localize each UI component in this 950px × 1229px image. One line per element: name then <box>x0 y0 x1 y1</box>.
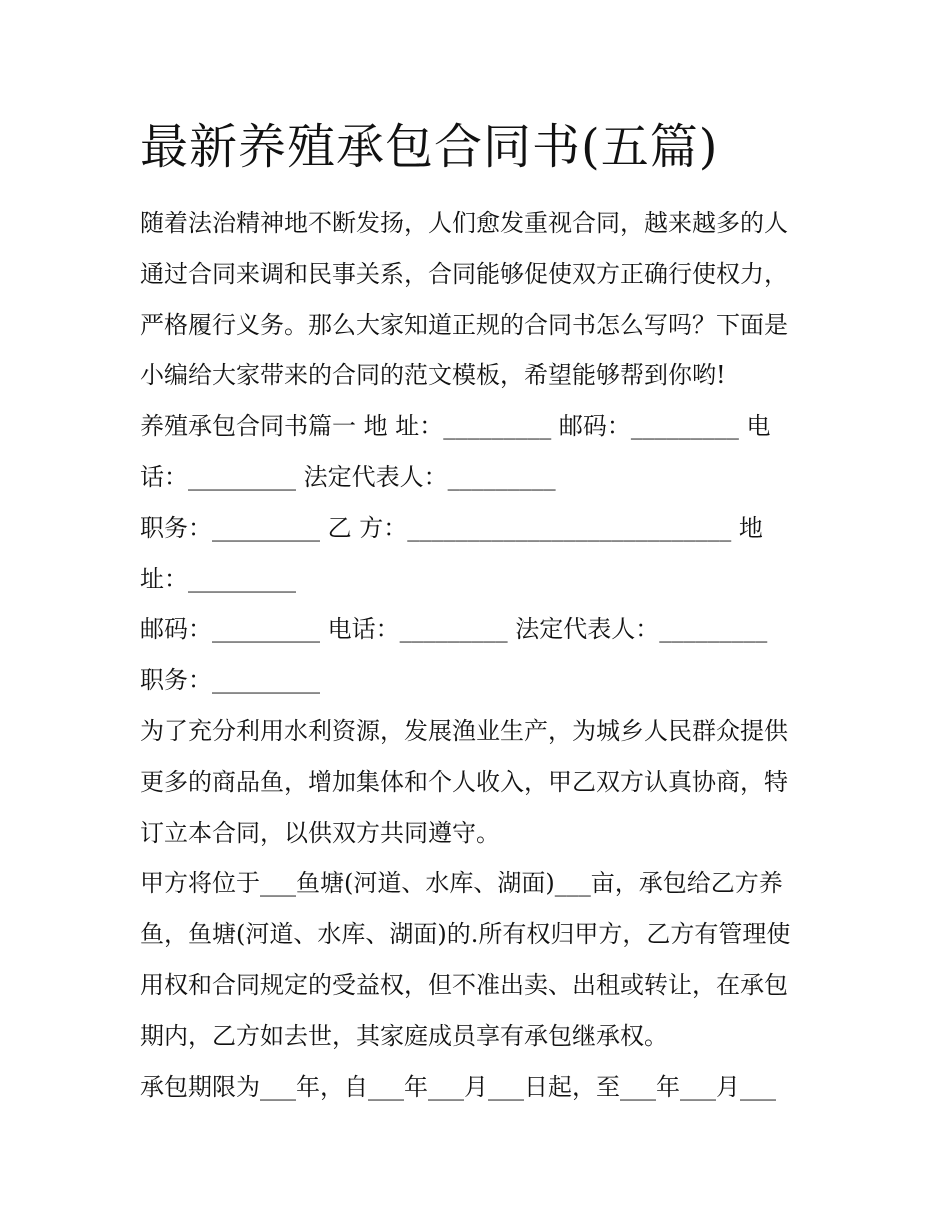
body-line: 小编给大家带来的合同的范文模板，希望能够帮到你哟! <box>140 361 726 390</box>
body-line: 养殖承包合同书篇一 地 址：_________ 邮码：_________ 电 <box>140 412 771 441</box>
body-line: 甲方将位于___鱼塘(河道、水库、湖面)___亩，承包给乙方养 <box>140 869 783 898</box>
body-line: 承包期限为___年，自___年___月___日起，至___年___月___ <box>140 1072 776 1101</box>
body-line: 职务：_________ <box>140 666 320 695</box>
body-line: 邮码：_________ 电话：_________ 法定代表人：_________ <box>140 615 768 644</box>
body-line: 订立本合同，以供双方共同遵守。 <box>140 818 500 847</box>
body-line: 用权和合同规定的受益权，但不准出卖、出租或转让，在承包 <box>140 970 788 999</box>
body-line: 话：_________ 法定代表人：_________ <box>140 462 556 491</box>
body-line: 鱼，鱼塘(河道、水库、湖面)的.所有权归甲方，乙方有管理使 <box>140 920 791 949</box>
body-line: 期内，乙方如去世，其家庭成员享有承包继承权。 <box>140 1021 668 1050</box>
body-line: 为了充分利用水利资源，发展渔业生产，为城乡人民群众提供 <box>140 716 788 745</box>
document-body <box>140 198 820 1112</box>
body-line: 严格履行义务。那么大家知道正规的合同书怎么写吗？下面是 <box>140 310 788 339</box>
body-line: 职务：_________ 乙 方：___________________________ 地 <box>140 513 763 542</box>
document-title: 最新养殖承包合同书(五篇) <box>140 119 719 175</box>
body-line: 更多的商品鱼，增加集体和个人收入，甲乙双方认真协商，特 <box>140 767 788 796</box>
body-line: 随着法治精神地不断发扬，人们愈发重视合同，越来越多的人 <box>140 209 788 237</box>
body-line: 址：_________ <box>140 564 296 593</box>
body-line: 通过合同来调和民事关系，合同能够促使双方正确行使权力， <box>140 259 788 288</box>
